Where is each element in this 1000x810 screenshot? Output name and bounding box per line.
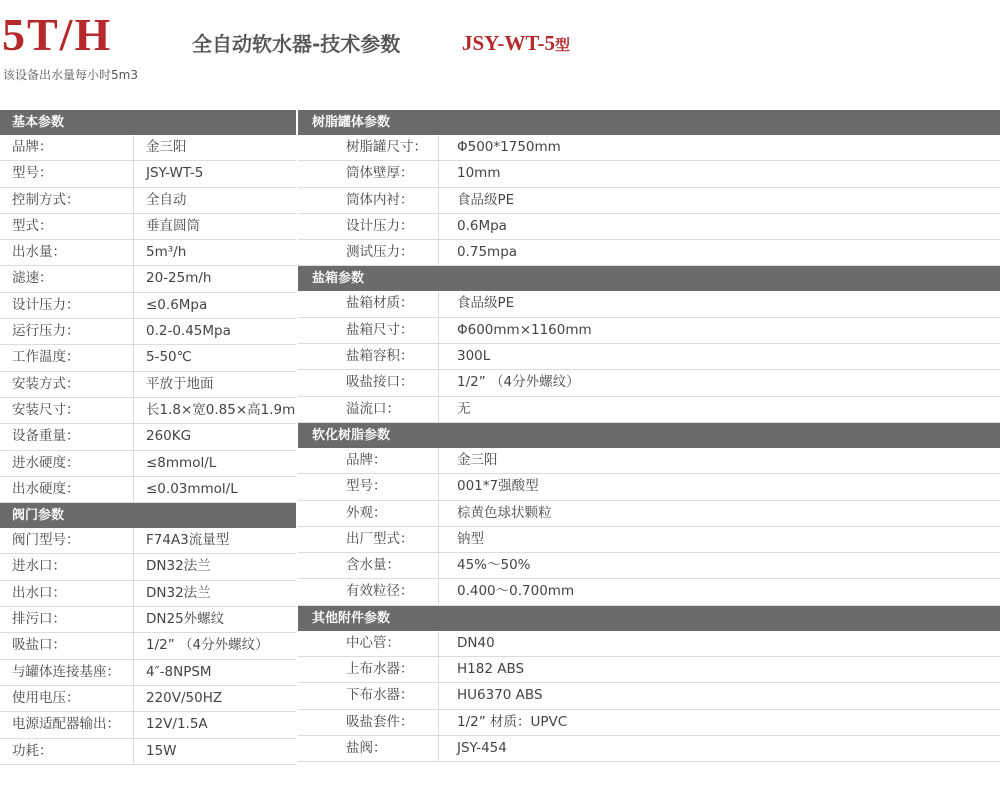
section-resin: [298, 423, 1000, 606]
right-column: [298, 110, 1000, 762]
spec-value: 食品级PE: [457, 295, 515, 312]
spec-row: [0, 398, 296, 424]
spec-row: [298, 631, 1000, 657]
spec-row: [298, 474, 1000, 500]
spec-row: [0, 581, 296, 607]
spec-value: ≤0.6Mpa: [146, 296, 208, 313]
spec-value: 0.2-0.45Mpa: [146, 323, 231, 340]
spec-value: 0.400～0.700mm: [457, 583, 575, 600]
spec-row: [0, 451, 296, 477]
output-note: 该设备出水量每小时5m3: [3, 68, 138, 82]
spec-label: 树脂罐尺寸：: [298, 135, 439, 160]
spec-label: 盐箱容积：: [298, 344, 439, 369]
spec-row: [0, 712, 296, 738]
section-header: 基本参数: [0, 110, 296, 135]
spec-value: 001*7强酸型: [457, 478, 539, 495]
spec-label: 测试压力：: [298, 240, 439, 265]
spec-label: 滤速：: [0, 266, 134, 291]
spec-value: 10mm: [457, 165, 501, 182]
spec-label: 安装尺寸：: [0, 398, 134, 423]
spec-value: DN32法兰: [146, 558, 211, 575]
spec-label: 盐箱材质：: [298, 291, 439, 316]
section-header: 阀门参数: [0, 503, 296, 528]
spec-value: 5-50℃: [146, 349, 192, 366]
spec-row: [0, 607, 296, 633]
spec-value: JSY-454: [457, 739, 507, 756]
model-suffix: 型: [554, 38, 570, 54]
section-basic: [0, 110, 296, 503]
spec-label: 出水量：: [0, 240, 134, 265]
spec-value: 1/2” （4分外螺纹）: [457, 374, 580, 391]
spec-row: [298, 214, 1000, 240]
spec-label: 使用电压：: [0, 686, 134, 711]
spec-label: 上布水器：: [298, 657, 439, 682]
spec-value: ≤0.03mmol/L: [146, 480, 238, 497]
spec-row: [0, 372, 296, 398]
spec-value: DN32法兰: [146, 584, 211, 601]
spec-label: 含水量：: [298, 553, 439, 578]
section-tank: [298, 110, 1000, 266]
spec-value: 无: [457, 400, 471, 417]
spec-row: [0, 214, 296, 240]
spec-row: [0, 240, 296, 266]
spec-row: [0, 161, 296, 187]
section-other: [298, 606, 1000, 762]
spec-value: DN40: [457, 634, 495, 651]
spec-value: HU6370 ABS: [457, 687, 543, 704]
spec-value: 钠型: [457, 530, 484, 547]
model-name: [462, 28, 570, 61]
spec-value: 长1.8×宽0.85×高1.9m: [146, 401, 296, 418]
spec-label: 外观：: [298, 501, 439, 526]
spec-row: [0, 477, 296, 503]
spec-row: [0, 135, 296, 161]
spec-row: [0, 528, 296, 554]
spec-row: [0, 319, 296, 345]
spec-label: 运行压力：: [0, 319, 134, 344]
spec-row: [298, 527, 1000, 553]
spec-value: 全自动: [146, 191, 187, 208]
spec-label: 安装方式：: [0, 372, 134, 397]
spec-row: [0, 686, 296, 712]
spec-row: [298, 318, 1000, 344]
spec-label: 电源适配器输出：: [0, 712, 134, 737]
spec-label: 有效粒径：: [298, 579, 439, 604]
section-header: 软化树脂参数: [298, 423, 1000, 448]
spec-row: [298, 291, 1000, 317]
spec-label: 筒体内衬：: [298, 188, 439, 213]
left-column: [0, 110, 296, 765]
spec-value: 220V/50HZ: [146, 689, 223, 706]
spec-row: [298, 161, 1000, 187]
spec-row: [0, 266, 296, 292]
spec-row: [298, 188, 1000, 214]
spec-value: 食品级PE: [457, 191, 515, 208]
spec-row: [298, 579, 1000, 605]
spec-value: H182 ABS: [457, 661, 525, 678]
spec-label: 功耗：: [0, 739, 134, 764]
spec-label: 出水口：: [0, 581, 134, 606]
spec-label: 溢流口：: [298, 397, 439, 422]
spec-label: 出厂型式：: [298, 527, 439, 552]
spec-value: F74A3流量型: [146, 532, 230, 549]
section-header: 其他附件参数: [298, 606, 1000, 631]
spec-value: 金三阳: [146, 139, 187, 155]
spec-label: 进水口：: [0, 554, 134, 579]
spec-value: ≤8mmol/L: [146, 454, 217, 471]
spec-row: [298, 501, 1000, 527]
spec-value: 45%～50%: [457, 557, 531, 574]
spec-label: 设计压力：: [298, 214, 439, 239]
capacity-title: 5T/H: [2, 9, 113, 60]
spec-row: [298, 240, 1000, 266]
spec-label: 盐阀：: [298, 736, 439, 761]
spec-label: 工作温度：: [0, 345, 134, 370]
spec-value: 0.6Mpa: [457, 217, 507, 234]
spec-label: 品牌：: [298, 448, 439, 473]
spec-label: 阀门型号：: [0, 528, 134, 553]
spec-value: 1/2” （4分外螺纹）: [146, 637, 269, 654]
spec-row: [298, 344, 1000, 370]
spec-label: 吸盐套件：: [298, 710, 439, 735]
spec-label: 筒体壁厚：: [298, 161, 439, 186]
spec-row: [298, 736, 1000, 762]
spec-label: 下布水器：: [298, 683, 439, 708]
spec-label: 出水硬度：: [0, 477, 134, 502]
spec-label: 排污口：: [0, 607, 134, 632]
spec-value: 垂直圆筒: [146, 217, 200, 234]
spec-row: [0, 188, 296, 214]
spec-value: 260KG: [146, 428, 192, 445]
spec-label: 型式：: [0, 214, 134, 239]
spec-value: 0.75mpa: [457, 244, 518, 261]
spec-value: 20-25m/h: [146, 270, 212, 287]
spec-value: JSY-WT-5: [146, 165, 204, 182]
spec-row: [0, 293, 296, 319]
spec-row: [298, 135, 1000, 161]
spec-label: 品牌：: [0, 135, 134, 160]
spec-row: [0, 345, 296, 371]
spec-label: 型号：: [0, 161, 134, 186]
spec-row: [0, 633, 296, 659]
model-code: JSY-WT-5: [462, 31, 555, 55]
spec-row: [298, 683, 1000, 709]
spec-label: 盐箱尺寸：: [298, 318, 439, 343]
spec-row: [298, 397, 1000, 423]
spec-value: 棕黄色球状颗粒: [457, 504, 552, 521]
section-brine: [298, 266, 1000, 422]
spec-value: 5m³/h: [146, 244, 187, 261]
spec-row: [298, 657, 1000, 683]
spec-value: Φ500*1750mm: [457, 139, 561, 155]
spec-label: 型号：: [298, 474, 439, 499]
spec-value: 15W: [146, 742, 177, 759]
spec-row: [0, 739, 296, 765]
spec-value: 金三阳: [457, 451, 498, 468]
spec-value: 12V/1.5A: [146, 716, 208, 733]
spec-subtitle: 全自动软水器-技术参数: [192, 32, 401, 56]
section-valve: [0, 503, 296, 765]
spec-label: 吸盐接口：: [298, 370, 439, 395]
spec-label: 设备重量：: [0, 424, 134, 449]
spec-value: 4″-8NPSM: [146, 663, 212, 680]
spec-value: Φ600mm×1160mm: [457, 321, 592, 338]
spec-value: 1/2” 材质：UPVC: [457, 713, 568, 730]
spec-row: [298, 370, 1000, 396]
spec-value: 300L: [457, 348, 491, 365]
section-header: 盐箱参数: [298, 266, 1000, 291]
spec-label: 与罐体连接基座：: [0, 660, 134, 685]
header: [0, 0, 1000, 110]
spec-row: [298, 448, 1000, 474]
spec-row: [0, 554, 296, 580]
spec-value: 平放于地面: [146, 375, 214, 392]
spec-value: DN25外螺纹: [146, 611, 225, 628]
spec-label: 进水硬度：: [0, 451, 134, 476]
spec-row: [298, 710, 1000, 736]
spec-label: 控制方式：: [0, 188, 134, 213]
spec-label: 吸盐口：: [0, 633, 134, 658]
spec-row: [0, 660, 296, 686]
section-header: 树脂罐体参数: [298, 110, 1000, 135]
spec-label: 中心管：: [298, 631, 439, 656]
spec-row: [0, 424, 296, 450]
spec-row: [298, 553, 1000, 579]
spec-label: 设计压力：: [0, 293, 134, 318]
